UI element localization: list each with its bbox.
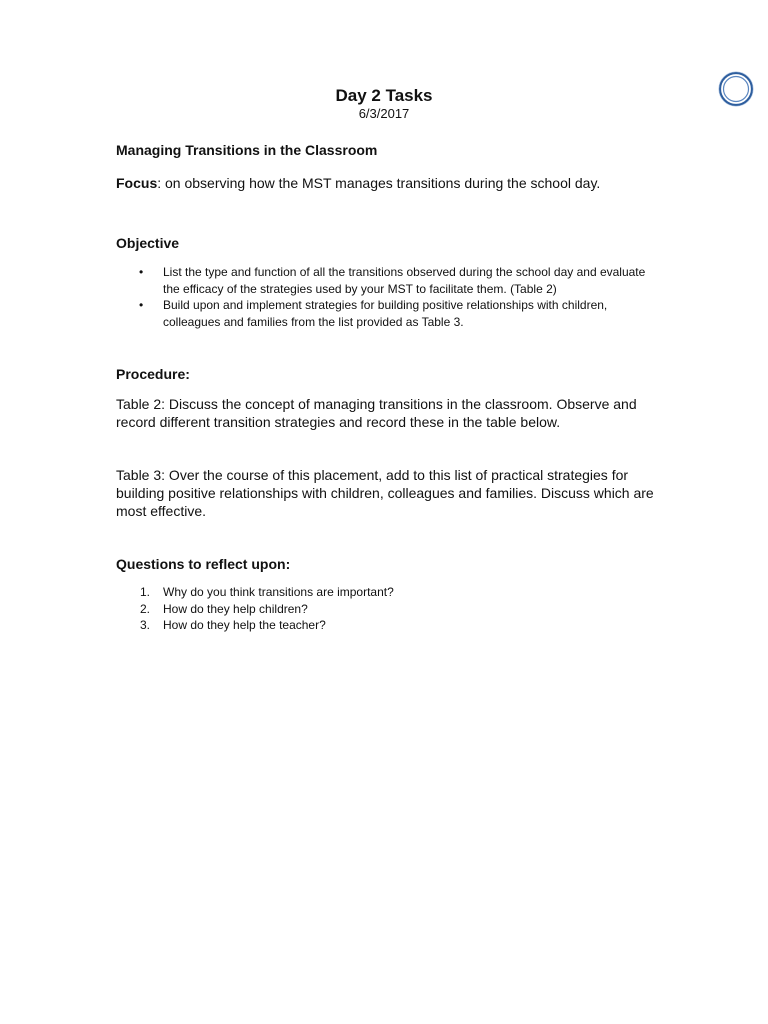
question-number: 2. (140, 601, 151, 616)
bullet-icon: • (139, 298, 144, 312)
focus-text: : on observing how the MST manages transitions during the school day. (157, 175, 601, 191)
question-number: 3. (140, 618, 151, 632)
procedure-paragraph-1: Table 2: Discuss the concept of managing transitions in the classroom. Observe and record different transition strategies and record these in the table below. (116, 396, 637, 430)
question-number: 1. (140, 585, 151, 599)
list-item (116, 617, 656, 634)
question-text: Why do you think transitions are important? (163, 585, 394, 599)
questions-list (116, 584, 656, 634)
section-title: Managing Transitions in the Classroom (116, 142, 378, 158)
objective-list (116, 264, 656, 330)
question-text: How do they help the teacher? (163, 618, 326, 632)
document-date: 6/3/2017 (358, 106, 410, 121)
focus-paragraph (116, 174, 656, 192)
focus-label: Focus (116, 175, 158, 191)
title-block (0, 86, 768, 121)
list-item (116, 601, 656, 618)
list-item (116, 584, 656, 601)
bullet-icon: • (139, 265, 144, 279)
procedure-heading: Procedure: (116, 366, 190, 382)
questions-heading: Questions to reflect upon: (116, 556, 291, 572)
question-text: How do they help children? (163, 601, 308, 616)
list-item (116, 297, 656, 330)
procedure-paragraph-2: Table 3: Over the course of this placement, add to this list of practical strategies for building positive relationships with children, colleagues and families. Discuss which are most effective. (116, 467, 654, 519)
objective-item-text: Build upon and implement strategies for building positive relationships with children, colleagues and families from the list provided as Table 3. (163, 298, 608, 329)
list-item (116, 264, 656, 297)
objective-heading: Objective (116, 235, 180, 251)
objective-item-text: List the type and function of all the transitions observed during the school day and evaluate the efficacy of the strategies used by your MST to facilitate them. (Table 2) (163, 265, 646, 296)
page-title: Day 2 Tasks (335, 86, 433, 105)
